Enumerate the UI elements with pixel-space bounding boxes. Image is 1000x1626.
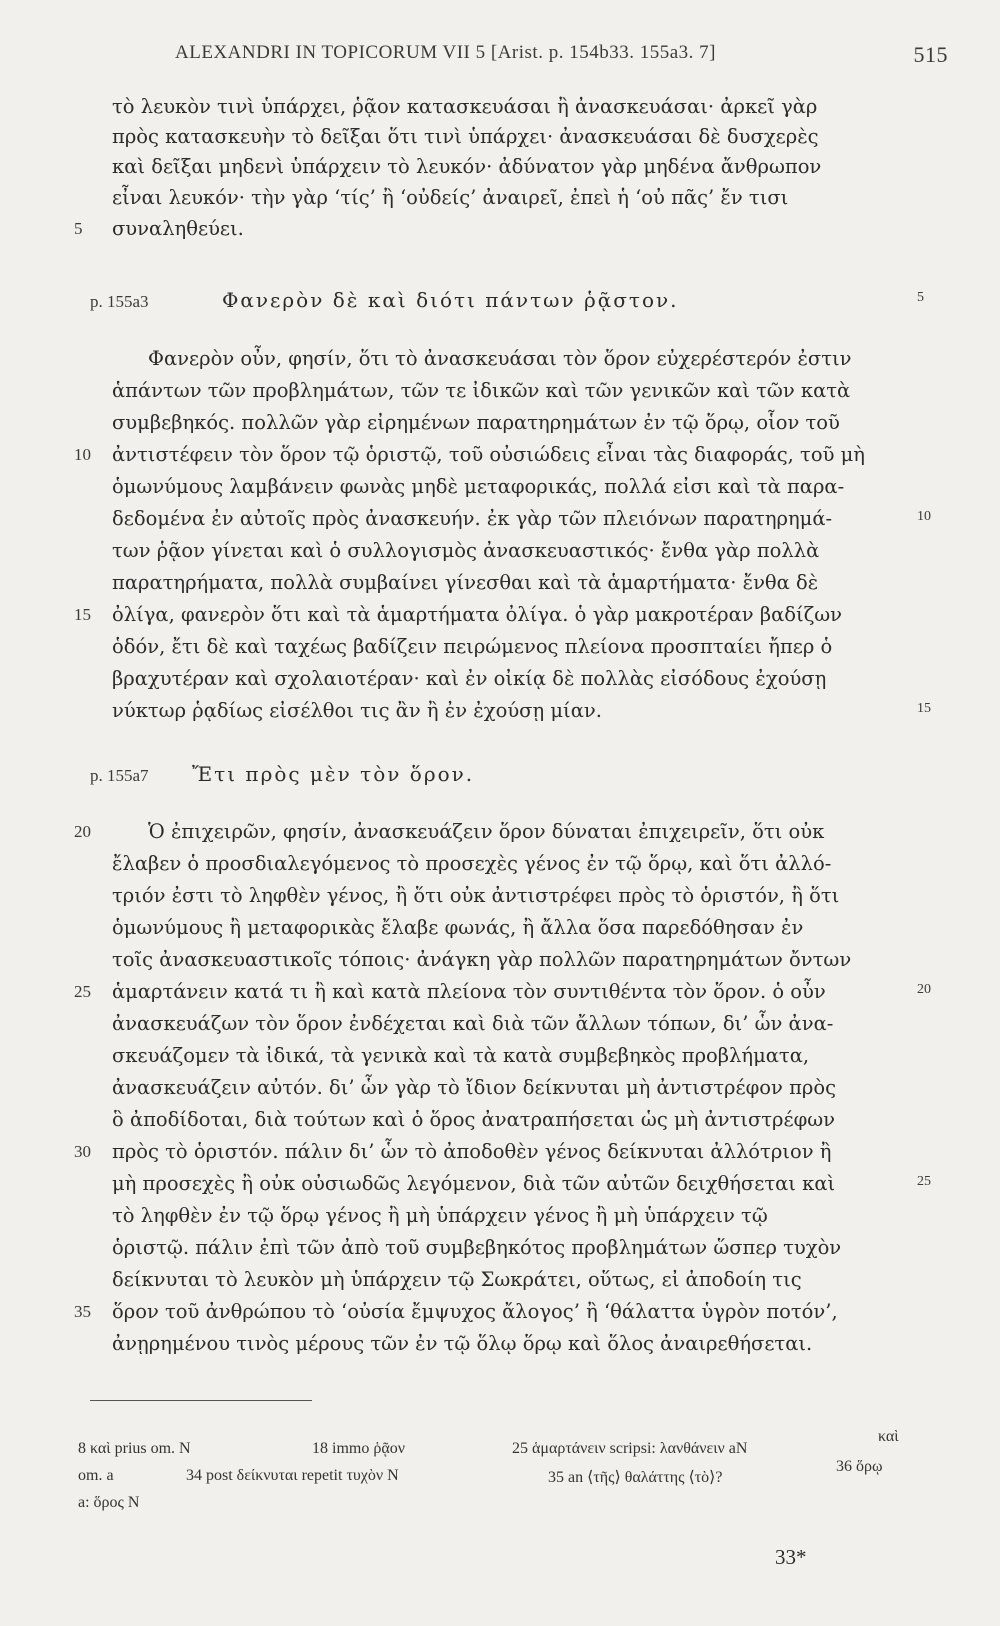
text-line: ὁριστῷ. πάλιν ἐπὶ τῶν ἀπὸ τοῦ συμβεβηκότος προβλημάτων ὥσπερ τυχὸν bbox=[112, 1236, 842, 1259]
text-line: εἶναι λευκόν· τὴν γὰρ ‘τίς’ ἢ ‘οὐδείς’ ἀναιρεῖ, ἐπεὶ ἡ ‘οὐ πᾶς’ ἔν τισι bbox=[112, 186, 789, 209]
line-number: 30 bbox=[74, 1142, 91, 1161]
text-line: πρὸς κατασκευὴν τὸ δεῖξαι ὅτι τινὶ ὑπάρχει· ἀνασκευάσαι δὲ δυσχερὲς bbox=[112, 125, 819, 148]
running-header bbox=[175, 42, 948, 67]
text-line: σκευάζομεν τὰ ἰδικά, τὰ γενικὰ καὶ τὰ κατὰ συμβεβηκὸς προβλήματα, bbox=[112, 1044, 810, 1067]
text-line: τὸ ληφθὲν ἐν τῷ ὅρῳ γένος ἢ μὴ ὑπάρχειν γένος ἢ μὴ ὑπάρχειν τῷ bbox=[112, 1204, 768, 1227]
line-number: 20 bbox=[74, 822, 91, 841]
text-line: μὴ προσεχὲς ἢ οὐκ οὐσιωδῶς λεγόμενον, διὰ τῶν αὐτῶν δειχθήσεται καὶ bbox=[112, 1172, 836, 1195]
text-line: των ῥᾷον γίνεται καὶ ὁ συλλογισμὸς ἀνασκευαστικός· ἔνθα γὰρ πολλὰ bbox=[112, 539, 820, 562]
margin-number: 25 bbox=[917, 1174, 931, 1189]
text-line: βραχυτέραν καὶ σχολαιοτέραν· καὶ ἐν οἰκίᾳ δὲ πολλὰς εἰσόδους ἐχούσῃ bbox=[112, 667, 827, 690]
text-line: συμβεβηκός. πολλῶν γὰρ εἰρημένων παρατηρημάτων ἐν τῷ ὅρῳ, οἷον τοῦ bbox=[112, 411, 840, 434]
aristotle-reference: p. 155a7 bbox=[90, 766, 149, 785]
footnote: 8 καὶ prius om. N bbox=[78, 1440, 191, 1457]
text-line: πρὸς τὸ ὁριστόν. πάλιν δι’ ὧν τὸ ἀποδοθὲν γένος δείκνυται ἀλλότριον ἢ bbox=[112, 1140, 832, 1163]
text-line: ἀνασκευάζων τὸν ὅρον ἐνδέχεται καὶ διὰ τῶν ἄλλων τόπων, δι’ ὧν ἀνα- bbox=[112, 1012, 834, 1035]
page-number: 515 bbox=[913, 42, 948, 67]
running-title: ALEXANDRI IN TOPICORUM VII 5 [Arist. p. 154b33. 155a3. 7] bbox=[175, 42, 716, 63]
text-line: δείκνυται τὸ λευκὸν μὴ ὑπάρχειν τῷ Σωκράτει, οὕτως, εἰ ἀποδοίη τις bbox=[112, 1268, 802, 1291]
footnote: om. a bbox=[78, 1467, 114, 1484]
line-number: 10 bbox=[74, 445, 91, 464]
text-line: ὁδόν, ἔτι δὲ καὶ ταχέως βαδίζειν πειρώμενος πλείονα προσπταίει ἤπερ ὁ bbox=[112, 635, 833, 658]
text-line: συναληθεύει. bbox=[112, 217, 244, 240]
line-number: 35 bbox=[74, 1302, 91, 1321]
text-line: ἀνασκευάζειν αὐτόν. δι’ ὧν γὰρ τὸ ἴδιον δείκνυται μὴ ἀντιστρέφον πρὸς bbox=[112, 1076, 837, 1099]
footnote-rule bbox=[90, 1400, 312, 1401]
text-line: καὶ δεῖξαι μηδενὶ ὑπάρχειν τὸ λευκόν· ἀδύνατον γὰρ μηδένα ἄνθρωπον bbox=[112, 155, 822, 178]
footnote: καὶ bbox=[878, 1428, 899, 1445]
text-line: παρατηρήματα, πολλὰ συμβαίνει γίνεσθαι καὶ τὰ ἁμαρτήματα· ἔνθα δὲ bbox=[112, 571, 819, 594]
line-number: 5 bbox=[74, 219, 83, 238]
text-line: ὅρον τοῦ ἀνθρώπου τὸ ‘οὐσία ἔμψυχος ἄλογος’ ἢ ‘θάλαττα ὑγρὸν ποτόν’, bbox=[112, 1300, 838, 1323]
margin-number: 5 bbox=[917, 290, 924, 305]
footnote: 25 ἁμαρτάνειν scripsi: λανθάνειν aN bbox=[512, 1440, 748, 1457]
text-line: ἔλαβεν ὁ προσδιαλεγόμενος τὸ προσεχὲς γένος ἐν τῷ ὅρῳ, καὶ ὅτι ἀλλό- bbox=[112, 852, 832, 875]
footnote: 36 ὅρῳ bbox=[836, 1458, 883, 1475]
text-line: νύκτωρ ῥᾳδίως εἰσέλθοι τις ἂν ἢ ἐν ἐχούσῃ μίαν. bbox=[112, 699, 602, 722]
lemma-heading: Ἔτι πρὸς μὲν τὸν ὅρον. bbox=[192, 762, 475, 786]
lemma-heading: Φανερὸν δὲ καὶ διότι πάντων ῥᾷστον. bbox=[222, 288, 679, 312]
text-line: ἁμαρτάνειν κατά τι ἢ καὶ κατὰ πλείονα τὸν συντιθέντα τὸν ὅρον. ὁ οὖν bbox=[112, 980, 826, 1003]
line-number: 15 bbox=[74, 605, 91, 624]
text-line: ἁπάντων τῶν προβλημάτων, τῶν τε ἰδικῶν καὶ τῶν γενικῶν καὶ τῶν κατὰ bbox=[112, 379, 851, 402]
line-number: 25 bbox=[74, 982, 91, 1001]
text-line: Ὁ ἐπιχειρῶν, φησίν, ἀνασκευάζειν ὅρον δύναται ἐπιχειρεῖν, ὅτι οὐκ bbox=[148, 820, 825, 843]
margin-number: 15 bbox=[917, 701, 931, 716]
text-line: τοῖς ἀνασκευαστικοῖς τόποις· ἀνάγκη γὰρ πολλῶν παρατηρημάτων ὄντων bbox=[112, 948, 852, 971]
footnote: a: ὅρος N bbox=[78, 1494, 140, 1511]
text-line: δεδομένα ἐν αὐτοῖς πρὸς ἀνασκευήν. ἐκ γὰρ τῶν πλειόνων παρατηρημά- bbox=[112, 507, 833, 530]
text-line: ὀλίγα, φανερὸν ὅτι καὶ τὰ ἁμαρτήματα ὀλίγα. ὁ γὰρ μακροτέραν βαδίζων bbox=[112, 603, 843, 626]
signature-mark: 33* bbox=[775, 1545, 807, 1569]
footnote: 35 an ⟨τῆς⟩ θαλάττης ⟨τὸ⟩? bbox=[548, 1469, 723, 1486]
text-line: ἀντιστέφειν τὸν ὅρον τῷ ὁριστῷ, τοῦ οὐσιώδεις εἶναι τὰς διαφοράς, τοῦ μὴ bbox=[112, 443, 865, 466]
text-line: ὁμωνύμους ἢ μεταφορικὰς ἔλαβε φωνάς, ἢ ἄλλα ὅσα παρεδόθησαν ἐν bbox=[112, 916, 804, 939]
text-line: ἀνῃρημένου τινὸς μέρους τῶν ἐν τῷ ὅλῳ ὅρῳ καὶ ὅλος ἀναιρεθήσεται. bbox=[112, 1332, 813, 1355]
text-line: Φανερὸν οὖν, φησίν, ὅτι τὸ ἀνασκευάσαι τὸν ὅρον εὐχερέστερόν ἐστιν bbox=[148, 347, 852, 370]
margin-number: 20 bbox=[917, 982, 931, 997]
footnote: 34 post δείκνυται repetit τυχὸν N bbox=[186, 1467, 399, 1484]
text-line: ὃ ἀποδίδοται, διὰ τούτων καὶ ὁ ὅρος ἀνατραπήσεται ὡς μὴ ἀντιστρέφων bbox=[112, 1108, 836, 1131]
footnote: 18 immo ῥᾷον bbox=[312, 1440, 405, 1457]
text-line: τριόν ἐστι τὸ ληφθὲν γένος, ἢ ὅτι οὐκ ἀντιστρέφει πρὸς τὸ ὁριστόν, ἢ ὅτι bbox=[112, 884, 840, 907]
aristotle-reference: p. 155a3 bbox=[90, 292, 149, 311]
margin-number: 10 bbox=[917, 509, 931, 524]
text-line: τὸ λευκὸν τινὶ ὑπάρχει, ῥᾷον κατασκευάσαι ἢ ἀνασκευάσαι· ἀρκεῖ γὰρ bbox=[112, 95, 818, 118]
text-line: ὁμωνύμους λαμβάνειν φωνὰς μηδὲ μεταφορικάς, πολλά εἰσι καὶ τὰ παρα- bbox=[112, 475, 845, 498]
